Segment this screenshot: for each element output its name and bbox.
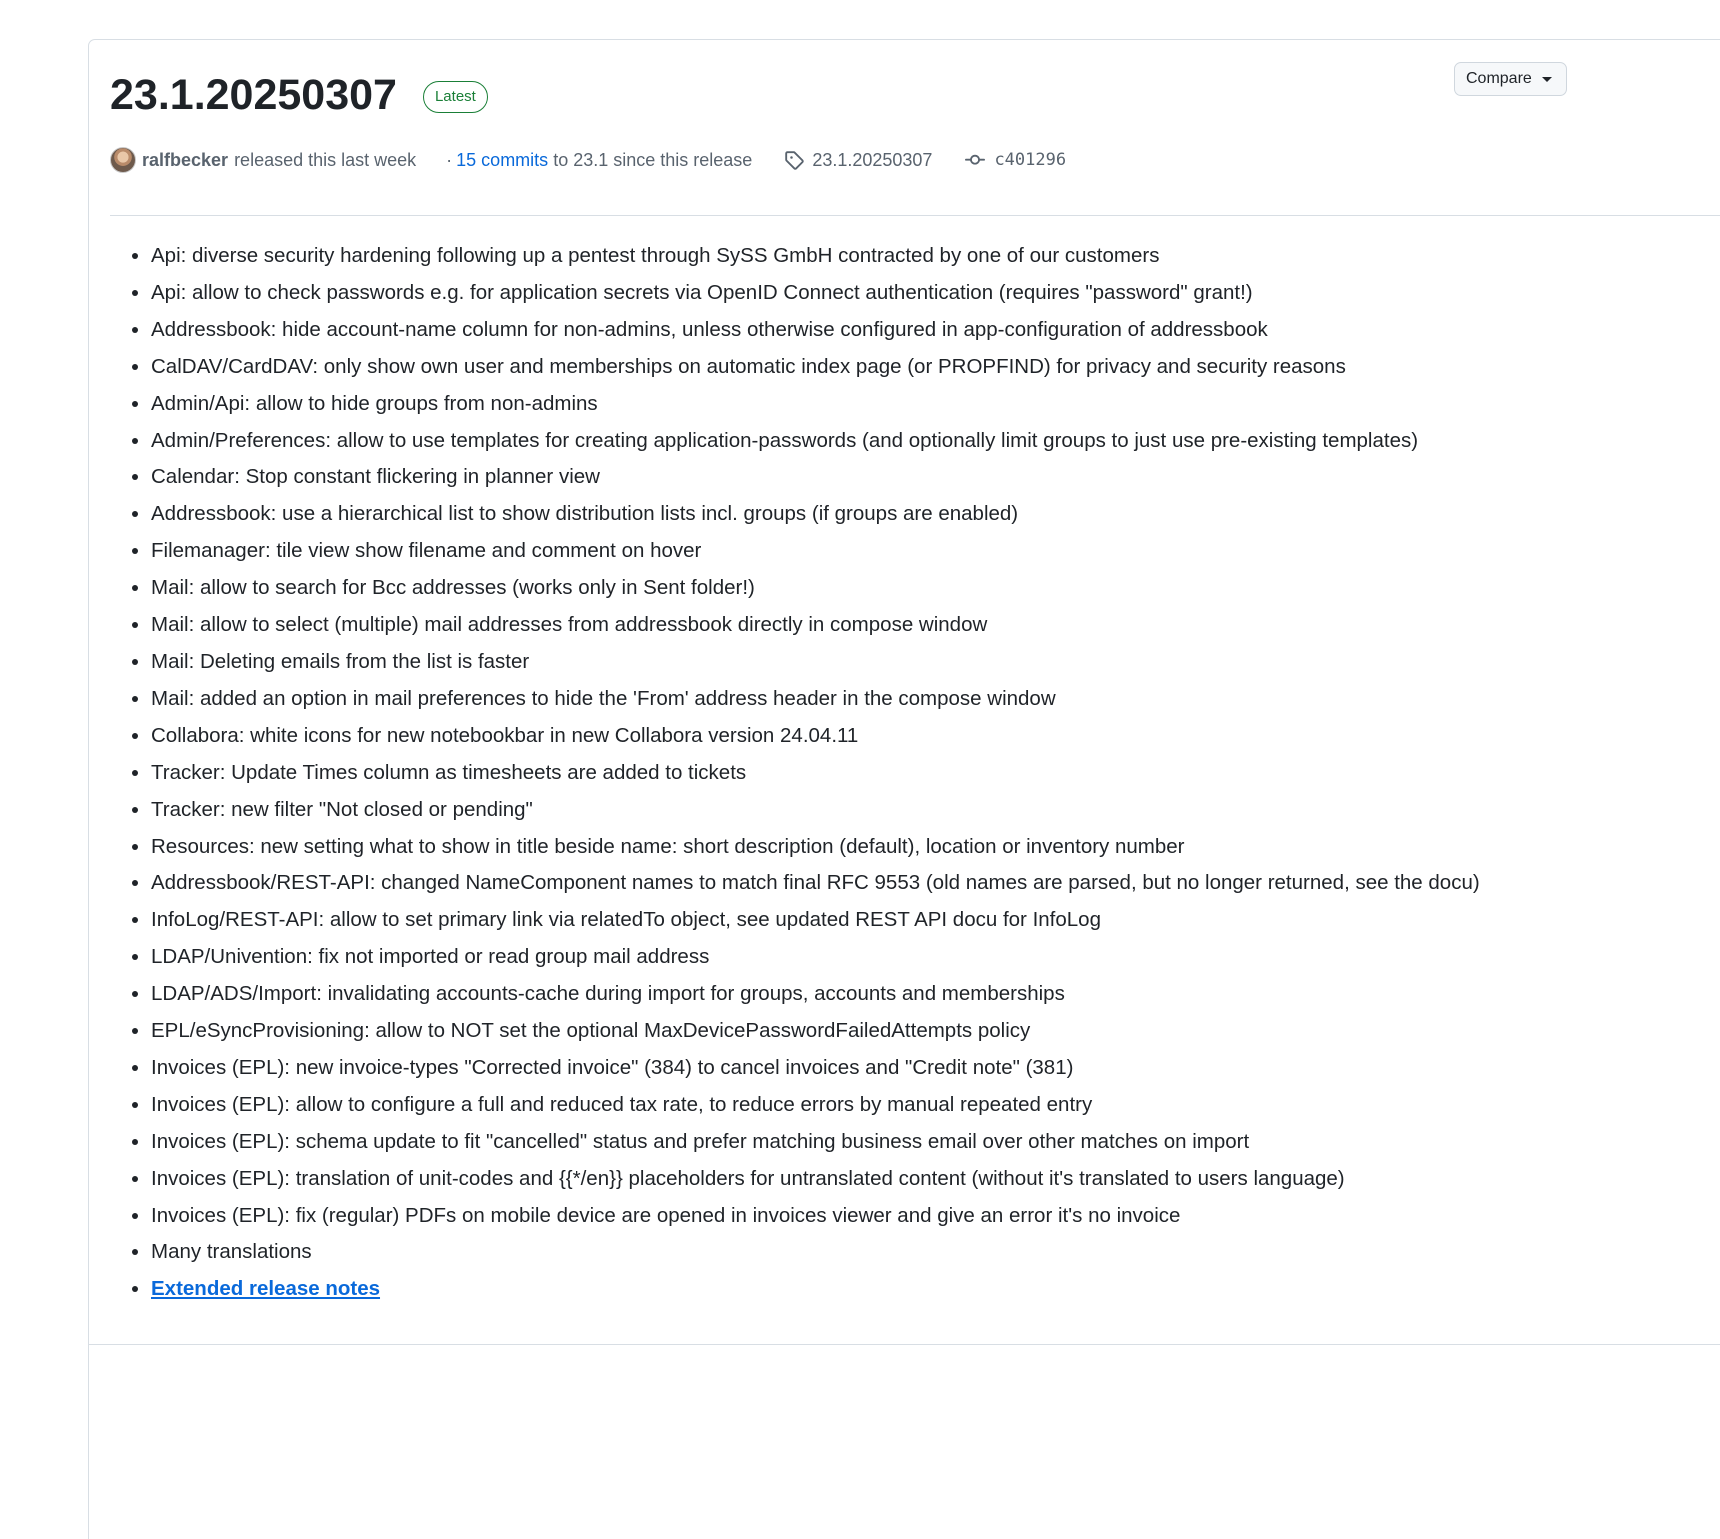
release-note-item: • Api: diverse security hardening following up a pentest through SySS GmbH contracted by one of our customers [151,238,1480,275]
release-notes-list [131,238,1480,1308]
avatar[interactable] [110,147,136,173]
release-note-item: • Many translations [151,1234,1480,1271]
release-note-item: • EPL/eSyncProvisioning: allow to NOT set the optional MaxDevicePasswordFailedAttempts policy [151,1013,1480,1050]
release-note-item: • LDAP/Univention: fix not imported or read group mail address [151,939,1480,976]
release-note-item: • InfoLog/REST-API: allow to set primary link via relatedTo object, see updated REST API docu for InfoLog [151,902,1480,939]
release-note-item: • Calendar: Stop constant flickering in planner view [151,459,1480,496]
release-note-item: • Tracker: Update Times column as timesheets are added to tickets [151,755,1480,792]
extended-release-notes-link[interactable]: Extended release notes [151,1277,381,1301]
author-link[interactable]: ralfbecker [142,149,229,170]
release-card [88,39,1720,1539]
release-note-item: • Addressbook/REST-API: changed NameComponent names to match final RFC 9553 (old names are parsed, but no longer returned, see the docu) [151,865,1480,902]
release-note-item: • Invoices (EPL): schema update to fit "cancelled" status and prefer matching business email over other matches on import [151,1124,1480,1161]
commit-link[interactable]: c401296 [994,150,1067,170]
release-note-item: • Collabora: white icons for new notebookbar in new Collabora version 24.04.11 [151,718,1480,755]
git-commit-icon [964,150,986,170]
release-note-item: • Invoices (EPL): translation of unit-codes and {{*/en}} placeholders for untranslated content (without it's translated to users language) [151,1161,1480,1198]
release-note-item: • Addressbook: hide account-name column for non-admins, unless otherwise configured in app-configuration of addressbook [151,312,1480,349]
release-note-item: • Invoices (EPL): fix (regular) PDFs on mobile device are opened in invoices viewer and give an error it's no invoice [151,1198,1480,1235]
release-note-item: • Mail: Deleting emails from the list is faster [151,644,1480,681]
release-note-item: • Filemanager: tile view show filename and comment on hover [151,533,1480,570]
tag-link[interactable]: 23.1.20250307 [812,149,933,170]
release-title[interactable]: 23.1.20250307 [110,71,397,119]
footer-divider [89,1344,1720,1345]
release-note-item: • Invoices (EPL): new invoice-types "Corrected invoice" (384) to cancel invoices and "Credit note" (381) [151,1050,1480,1087]
release-note-item: • Admin/Api: allow to hide groups from non-admins [151,386,1480,423]
release-note-item: • Admin/Preferences: allow to use templates for creating application-passwords (and optionally limit groups to just use pre-existing templates) [151,423,1480,460]
release-note-item [151,1271,1480,1308]
meta-separator: · [446,149,453,170]
release-note-item: • Addressbook: use a hierarchical list to show distribution lists incl. groups (if groups are enabled) [151,496,1480,533]
release-note-item: • Mail: allow to search for Bcc addresses (works only in Sent folder!) [151,570,1480,607]
tag-icon [784,150,804,170]
compare-button-label: Compare [1466,70,1532,87]
commits-suffix: to 23.1 since this release [553,149,753,170]
release-note-item: • LDAP/ADS/Import: invalidating accounts-cache during import for groups, accounts and memberships [151,976,1480,1013]
release-note-item: • Api: allow to check passwords e.g. for application secrets via OpenID Connect authentication (requires "password" grant!) [151,275,1480,312]
release-note-item: • Mail: allow to select (multiple) mail addresses from addressbook directly in compose window [151,607,1480,644]
released-text: released this last week [234,149,417,170]
release-meta [110,147,1066,173]
release-note-item: • Resources: new setting what to show in title beside name: short description (default), location or inventory number [151,829,1480,866]
release-note-item: • CalDAV/CardDAV: only show own user and memberships on automatic index page (or PROPFIND) for privacy and security reasons [151,349,1480,386]
triangle-down-icon [1542,77,1552,82]
release-note-item: • Invoices (EPL): allow to configure a full and reduced tax rate, to reduce errors by manual repeated entry [151,1087,1480,1124]
header-divider [110,215,1720,216]
release-header [110,68,488,122]
compare-button[interactable] [1454,62,1567,96]
commits-link[interactable]: 15 commits [456,149,549,170]
latest-badge: Latest [423,81,488,113]
release-note-item: • Mail: added an option in mail preferences to hide the 'From' address header in the compose window [151,681,1480,718]
release-note-item: • Tracker: new filter "Not closed or pending" [151,792,1480,829]
